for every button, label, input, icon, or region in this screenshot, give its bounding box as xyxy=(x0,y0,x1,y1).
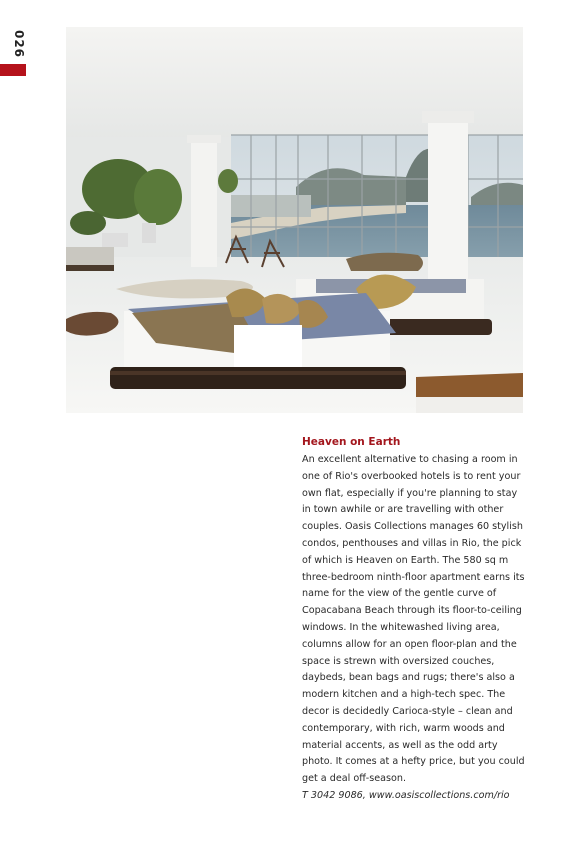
article-contact: T 3042 9086, www.oasiscollections.com/rio xyxy=(302,789,510,801)
article-headline: Heaven on Earth xyxy=(302,436,401,448)
article xyxy=(302,435,526,805)
page-number xyxy=(8,26,30,62)
page-number-text: 026 xyxy=(12,29,26,59)
section-marker xyxy=(0,64,26,76)
living-room-photo xyxy=(66,27,523,413)
article-body: An excellent alternative to chasing a room in one of Rio's overbooked hotels is to rent your own flat, especially if you're planning to stay in town awhile or are travelling with other couples. Oasis Collections manages 60 stylish condos, penthouses and villas in Rio, the pick of which is Heaven on Earth. The 580 sq m three-bedroom ninth-floor apartment earns its name for the view of the gentle curve of Copacabana Beach through its floor-to-ceiling windows. In the whitewashed living area, columns allow for an open floor-plan and the space is strewn with oversized couches, daybeds, bean bags and rugs; there's also a modern kitchen and a high-tech spec. The decor is decidedly Carioca-style – clean and contemporary, with rich, warm woods and material accents, as well as the odd arty photo. It comes at a hefty price, but you could get a deal off-season. xyxy=(302,454,525,785)
